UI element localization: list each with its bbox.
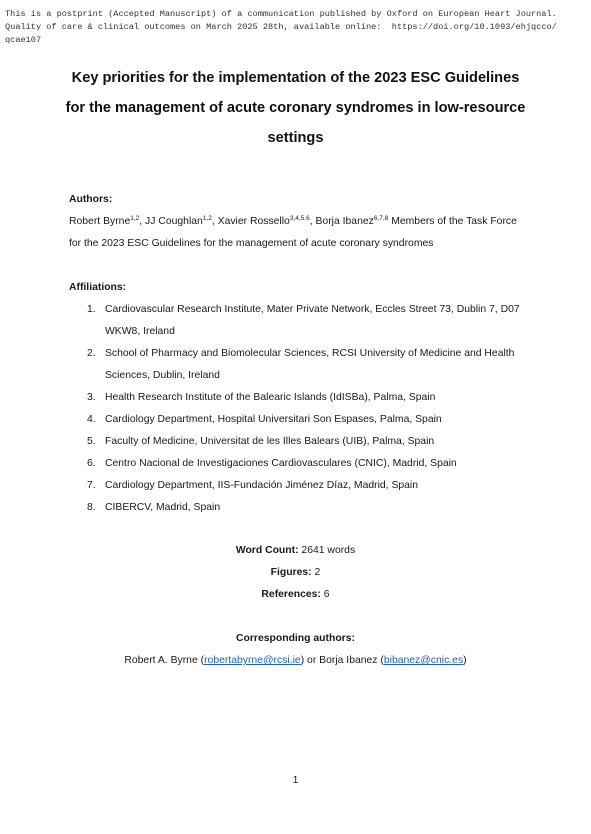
affiliations-heading: Affiliations: <box>69 282 127 293</box>
postprint-line-3: qcae107 <box>5 35 42 45</box>
email-link-byrne[interactable]: robertabyrne@rcsi.ie <box>204 655 301 666</box>
author-rossello: Xavier Rossello <box>217 216 290 227</box>
affiliation-item: 7. Cardiology Department, IIS-Fundación Jiménez Díaz, Madrid, Spain <box>87 480 419 491</box>
title-line-3: settings <box>267 130 324 146</box>
page-number: 1 <box>292 775 299 786</box>
figure-count-label: Figures: <box>270 567 312 578</box>
affiliation-item: 5. Faculty of Medicine, Universitat de les Illes Balears (UIB), Palma, Spain <box>87 436 435 447</box>
postprint-line-2: Quality of care & clinical outcomes on March 2025 28th, available online: https://doi.org/10.1093/ehjqcco/ <box>5 22 557 32</box>
reference-count <box>0 584 591 606</box>
figure-count-value: 2 <box>311 567 321 578</box>
affiliation-item: 8. CIBERCV, Madrid, Spain <box>87 502 221 513</box>
author-byrne: Robert Byrne <box>69 216 131 227</box>
affiliation-item: 4. Cardiology Department, Hospital Universitari Son Espases, Palma, Spain <box>87 414 442 425</box>
postprint-line-1: This is a postprint (Accepted Manuscript) of a communication published by Oxford on European Heart Journal. <box>5 9 557 19</box>
postprint-notice <box>5 8 587 47</box>
affiliation-item: 1. Cardiovascular Research Institute, Mater Private Network, Eccles Street 73, Dublin 7, D07 WKW8, Ireland <box>87 304 520 337</box>
authors-heading: Authors: <box>69 194 113 205</box>
affiliation-item: 3. Health Research Institute of the Balearic Islands (IdISBa), Palma, Spain <box>87 392 436 403</box>
author-coughlan: JJ Coughlan <box>145 216 203 227</box>
word-count-label: Word Count: <box>235 545 299 556</box>
paper-title <box>50 63 541 153</box>
reference-count-value: 6 <box>320 589 330 600</box>
email-link-ibanez[interactable]: bibanez@cnic.es <box>383 655 464 666</box>
title-line-2: for the management of acute coronary syndromes in low-resource <box>65 100 526 116</box>
author-coughlan-affil: 1,2 <box>202 215 212 222</box>
affiliations-list <box>69 299 529 519</box>
corresponding-authors-heading: Corresponding authors: <box>236 633 355 644</box>
corresponding-authors-line: Robert A. Byrne (robertabyrne@rcsi.ie) or Borja Ibanez (bibanez@cnic.es) <box>124 655 467 666</box>
authors-list: Robert Byrne$^{1,2}$, JJ Coughlan$^{1,2}$, Xavier Rossello$^{3,4,5,6}$, Borja Ibanez$^{6,7,8}$ Members of the Task Force for the 2023 ESC Guidelines for the management of acute coronary syndromes <box>69 215 517 249</box>
word-count <box>0 540 591 562</box>
reference-count-label: References: <box>261 589 321 600</box>
title-line-1: Key priorities for the implementation of the 2023 ESC Guidelines <box>71 70 520 86</box>
word-count-value: 2641 words <box>298 545 356 556</box>
affiliation-item: 2. School of Pharmacy and Biomolecular Sciences, RCSI University of Medicine and Health Sciences, Dublin, Ireland <box>87 348 515 381</box>
affiliation-item: 6. Centro Nacional de Investigaciones Cardiovasculares (CNIC), Madrid, Spain <box>87 458 457 469</box>
figure-count <box>0 562 591 584</box>
author-byrne-affil: 1,2 <box>130 215 140 222</box>
task-force-note: Members of the Task Force for the 2023 ESC Guidelines for the management of acute coronary syndromes <box>69 216 517 249</box>
author-ibanez: Borja Ibanez <box>315 216 374 227</box>
author-ibanez-affil: 6,7,8 <box>373 215 389 222</box>
author-rossello-affil: 3,4,5,6 <box>289 215 310 222</box>
